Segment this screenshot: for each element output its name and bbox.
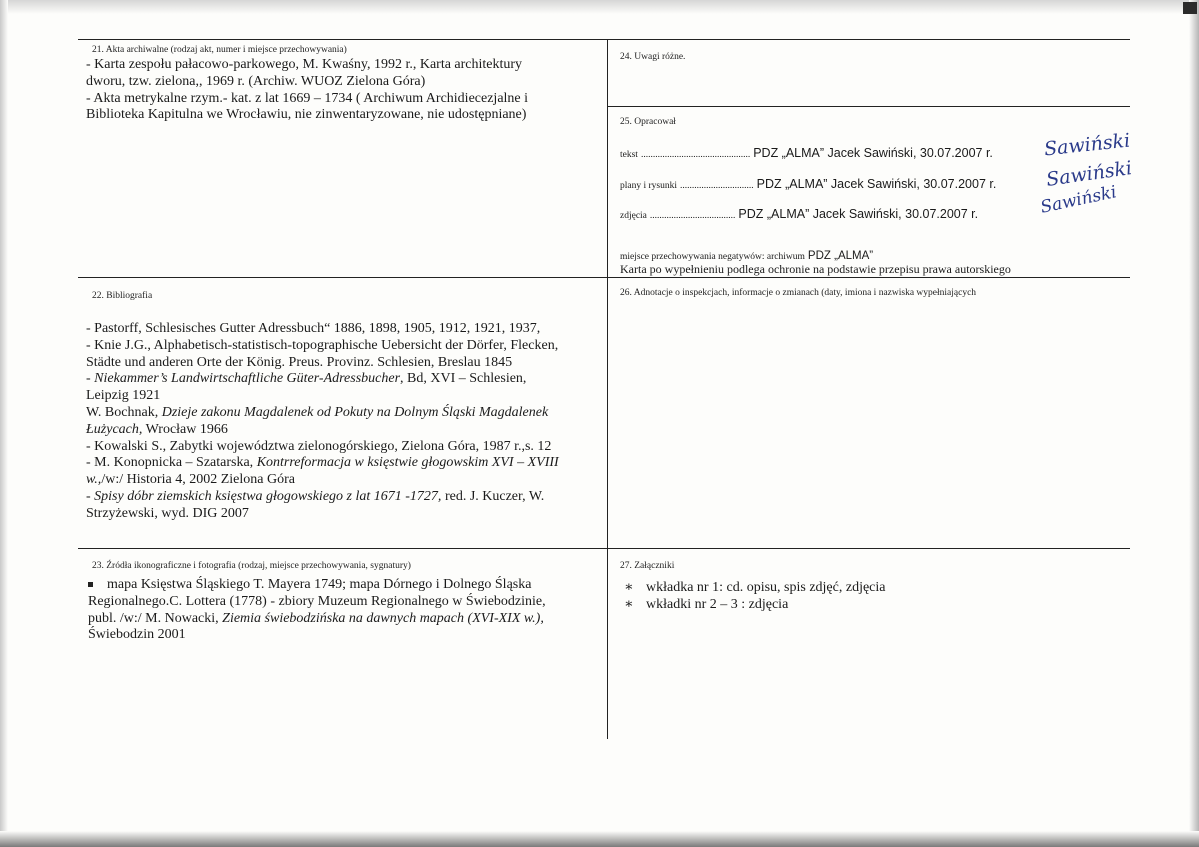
grid-line-24-25 [608,106,1130,107]
author-text-dots: .............................................. [640,150,751,160]
bibliography-line [86,455,606,472]
bibliography-line: - Pastorff, Schlesisches Gutter Adressbuch“ 1886, 1898, 1905, 1912, 1921, 1937, [86,321,541,336]
negatives-key: miejsce przechowywania negatywów: archiwum [620,252,805,262]
bibliography-author: - M. Konopnicka – Szatarska, [86,455,257,471]
scan-edge-bottom [0,831,1199,847]
author-photos-dots: .................................... [649,211,736,221]
section-21-content [86,57,601,124]
grid-line-row2 [78,548,1130,549]
attachment-item [624,597,1124,614]
attachment-text: wkładka nr 1: cd. opisu, spis zdjęć, zdjęcia [646,580,886,595]
iconography-text: publ. /w:/ M. Nowacki, [88,610,223,626]
bibliography-dash: - [86,371,95,387]
bibliography-rest: red. J. Kuczer, W. [441,488,545,504]
scan-corner [1183,2,1197,14]
grid-line-row1 [78,277,1130,278]
section-22-label: 22. Bibliografia [92,291,153,301]
negatives-row [620,248,873,263]
bibliography-line [86,405,606,422]
author-photos-key: zdjęcia [620,211,647,221]
bibliography-line: - Kowalski S., Zabytki województwa zielonogórskiego, Zielona Góra, 1987 r.,s. 12 [86,438,552,454]
bibliography-author: W. Bochnak, [86,404,162,420]
scan-edge-top [0,0,1199,14]
handwritten-signature: Sawiński [1043,129,1132,161]
bibliography-line [86,489,606,506]
section-21-line: dworu, tzw. zielona,, 1969 r. (Archiw. WUOZ Zielona Góra) [86,73,426,89]
attachment-text: wkładki nr 2 – 3 : zdjęcia [646,596,789,612]
bibliography-title: Niekammer’s Landwirtschaftliche Güter-Adressbucher [94,371,401,387]
grid-line-top [78,39,1130,40]
iconography-title: Ziemia świebodzińska na dawnych mapach (XVI-XIX w.), [222,610,544,626]
handwritten-signature: Sawiński [1044,157,1134,191]
bibliography-rest: /w:/ Historia 4, 2002 Zielona Góra [101,472,295,488]
section-26-label: 26. Adnotacje o inspekcjach, informacje o zmianach (daty, imiona i nazwiska wypełniających [620,288,977,298]
scan-edge-right [1189,0,1199,847]
bibliography-rest: , Bd, XVI – Schlesien, [400,371,527,387]
author-plans-dots: ............................... [680,181,754,191]
square-bullet-icon [88,582,93,587]
bibliography-line [86,371,606,388]
author-photos-value: PDZ „ALMA” Jacek Sawiński, 30.07.2007 r. [738,207,979,221]
bibliography-title: Łużycach, [86,421,143,437]
section-21-label: 21. Akta archiwalne (rodzaj akt, numer i miejsce przechowywania) [92,45,347,55]
author-photos-row [620,207,978,222]
negatives-value: PDZ „ALMA” [807,250,874,262]
section-27-label: 27. Załączniki [620,561,675,571]
section-24-label: 24. Uwagi różne. [620,52,686,62]
attachment-item [624,580,1124,597]
bibliography-line: Städte und anderen Orte der König. Preus. Provinz. Schlesien, Breslau 1845 [86,354,513,370]
section-23-content [88,577,603,644]
bibliography-title: w., [86,472,102,488]
scan-edge-left [0,0,8,847]
author-plans-key: plany i rysunki [620,181,677,191]
section-22-content [86,321,606,523]
bibliography-line [86,422,606,439]
author-text-key: tekst [620,150,638,160]
section-21-line: - Karta zespołu pałacowo-parkowego, M. Kwaśny, 1992 r., Karta architektury [86,57,523,72]
bibliography-rest: Wrocław 1966 [142,421,228,437]
author-plans-value: PDZ „ALMA” Jacek Sawiński, 30.07.2007 r. [756,177,997,191]
iconography-line [88,611,603,628]
section-21-line: - Akta metrykalne rzym.- kat. z lat 1669 – 1734 ( Archiwum Archidiecezjalne i [86,90,529,106]
author-text-value: PDZ „ALMA” Jacek Sawiński, 30.07.2007 r. [753,146,993,160]
section-23-label: 23. Źródła ikonograficzne i fotografia (rodzaj, miejsce przechowywania, sygnatury) [92,561,411,571]
asterisk-bullet-icon: ∗ [624,580,634,595]
bibliography-title: Dzieje zakonu Magdalenek od Pokuty na Dolnym Śląski Magdalenek [161,404,549,420]
bibliography-title: Spisy dóbr ziemskich księstwa głogowskiego z lat 1671 -1727, [94,488,442,504]
section-25-label: 25. Opracował [620,117,676,127]
grid-line-center [607,39,608,739]
author-plans-row [620,177,996,192]
iconography-text: mapa Księstwa Śląskiego T. Mayera 1749; mapa Dórnego i Dolnego Śląska [107,577,532,592]
section-27-content [624,580,1124,614]
iconography-line: Regionalnego.C. Lottera (1778) - zbiory Muzeum Regionalnego w Świebodzinie, [88,593,546,609]
bibliography-line: Strzyżewski, wyd. DIG 2007 [86,505,249,521]
copyright-note: Karta po wypełnieniu podlega ochronie na podstawie przepisu prawa autorskiego [620,262,1011,276]
iconography-line: Świebodzin 2001 [88,627,186,643]
bibliography-title: Kontrreformacja w księstwie głogowskim XVI – XVIII [256,455,559,471]
section-21-line: Biblioteka Kapitulna we Wrocławiu, nie zinwentaryzowane, nie udostępniane) [86,107,527,123]
bibliography-dash: - [86,488,95,504]
bibliography-line [86,472,606,489]
handwritten-signature: Sawiński [1038,182,1119,218]
bibliography-line: - Knie J.G., Alphabetisch-statistisch-topographische Uebersicht der Dörfer, Flecken, [86,337,559,353]
asterisk-bullet-icon: ∗ [624,596,634,612]
iconography-line [88,577,603,594]
bibliography-line: Leipzig 1921 [86,388,161,404]
author-text-row [620,146,993,161]
